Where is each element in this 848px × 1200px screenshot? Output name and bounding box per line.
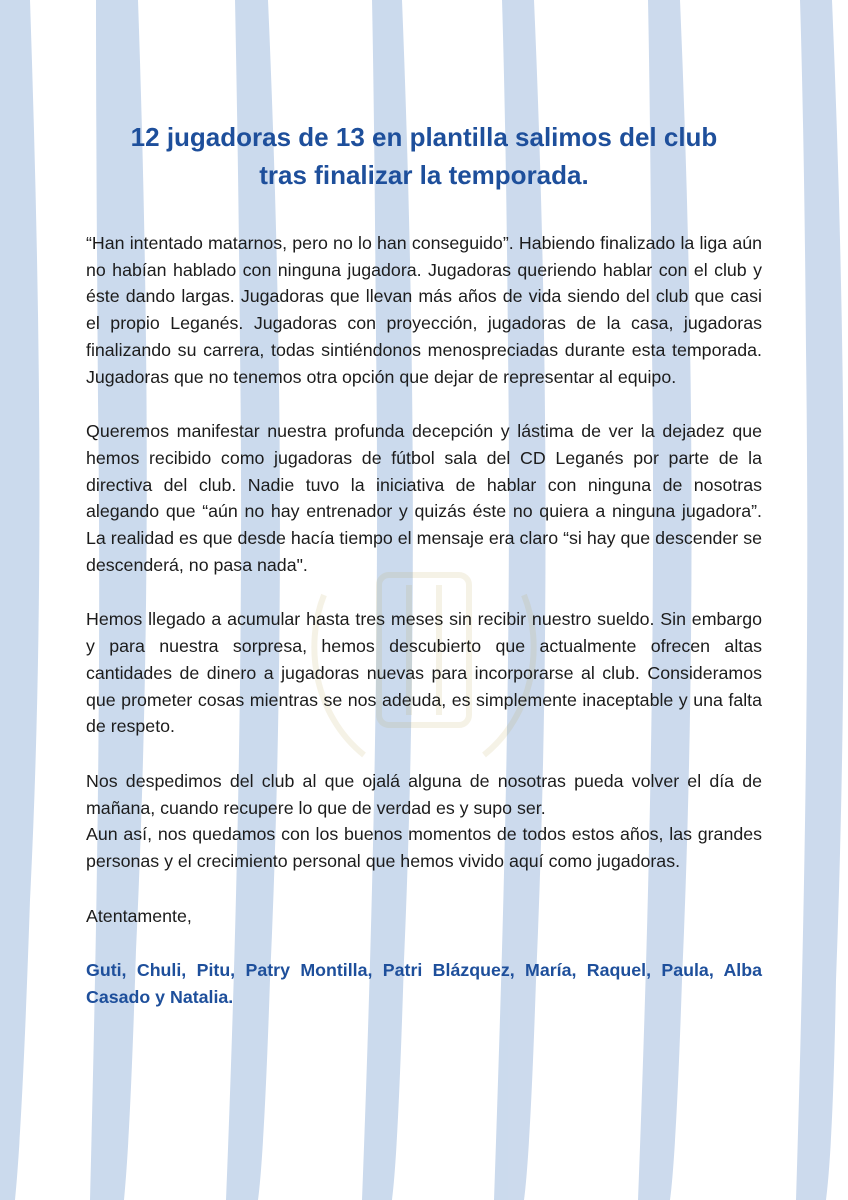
- paragraph-3: Hemos llegado a acumular hasta tres meses sin recibir nuestro sueldo. Sin embargo y para nuestra sorpresa, hemos descubierto que actualmente ofrecen altas cantidades de dinero a jugadoras nuevas para incorporarse al club. Consideramos que prometer cosas mientras se nos adeuda, es simplemente inaceptable y una falta de respeto.: [86, 609, 762, 737]
- title-line-1: 12 jugadoras de 13 en plantilla salimos del club: [130, 122, 718, 152]
- paragraph-2: Queremos manifestar nuestra profunda decepción y lástima de ver la dejadez que hemos recibido como jugadoras de fútbol sala del CD Leganés por parte de la directiva del club. Nadie tuvo la iniciativa de hablar con ninguna de nosotras alegando que “aún no hay entrenador y quizás éste no quiera a ninguna jugadora”. La realidad es que desde hacía tiempo el mensaje era claro “si hay que descender se descenderá, no pasa nada".: [86, 421, 762, 575]
- page-title: [86, 118, 762, 194]
- paragraph-1: “Han intentado matarnos, pero no lo han conseguido”. Habiendo finalizado la liga aún no habían hablado con ninguna jugadora. Jugadoras queriendo hablar con el club y éste dando largas. Jugadoras que llevan más años de vida siendo del club que casi el propio Leganés. Jugadoras con proyección, jugadoras de la casa, jugadoras finalizando su carrera, todas sintiéndonos menospreciadas durante esta temporada. Jugadoras que no tenemos otra opción que dejar de representar al equipo.: [86, 233, 762, 387]
- closing: Atentamente,: [86, 905, 192, 926]
- paragraph-4: Nos despedimos del club al que ojalá alguna de nosotras pueda volver el día de mañana, cuando recupere lo que de verdad es y supo ser.: [86, 770, 762, 818]
- title-line-2: tras finalizar la temporada.: [259, 160, 589, 190]
- paragraph-5: Aun así, nos quedamos con los buenos momentos de todos estos años, las grandes personas y el crecimiento personal que hemos vivido aquí como jugadoras.: [86, 824, 762, 872]
- letter: [86, 118, 762, 1011]
- signers: Guti, Chuli, Pitu, Patry Montilla, Patri Blázquez, María, Raquel, Paula, Alba Casado y Natalia.: [86, 960, 762, 1008]
